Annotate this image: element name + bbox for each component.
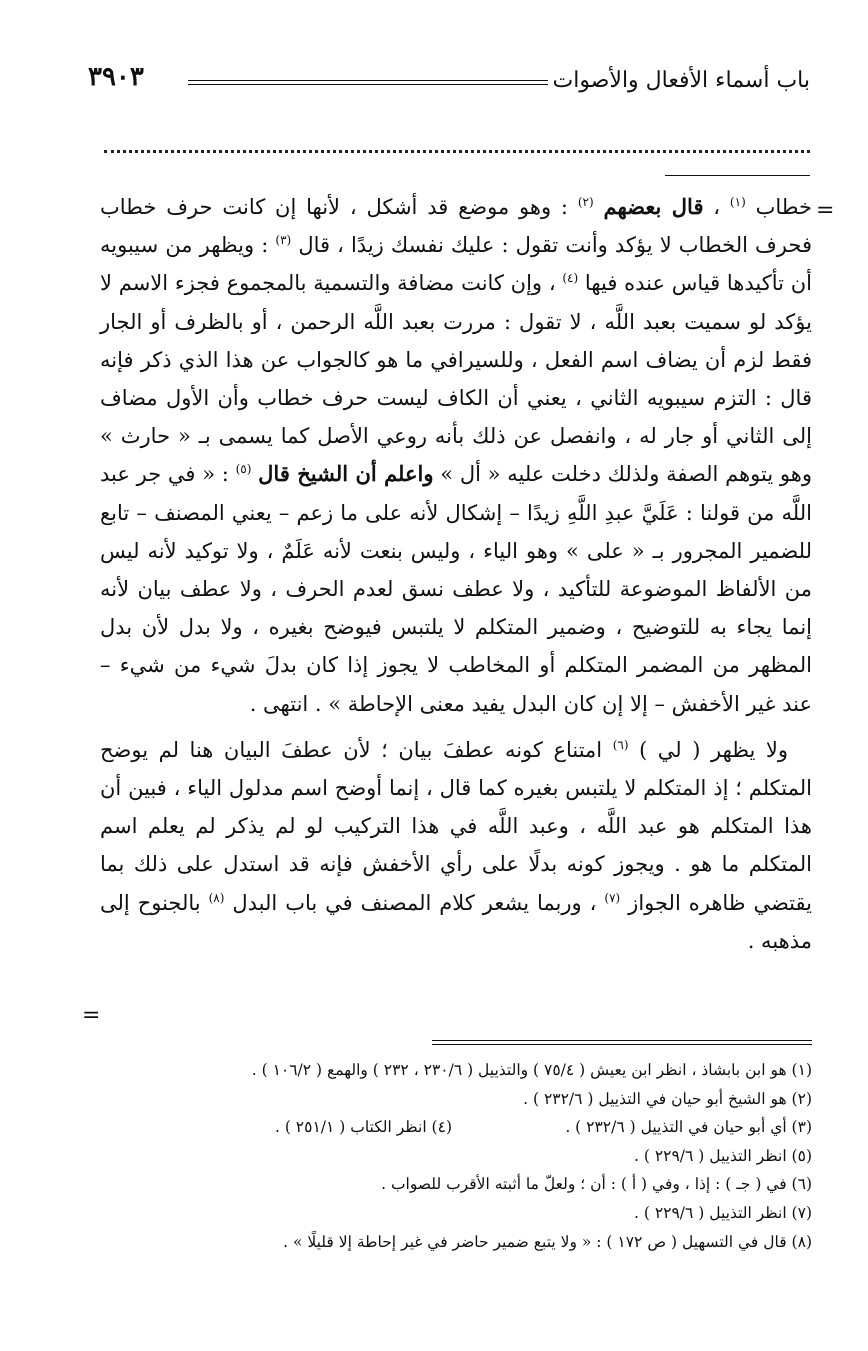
bold-run: واعلم أن الشيخ قال: [258, 461, 434, 487]
footnotes: [100, 1056, 812, 1256]
footnote-ref: (٨): [208, 890, 225, 905]
footnote-ref: (٤): [562, 271, 579, 286]
paragraph-1: [100, 188, 812, 723]
running-header: [88, 58, 810, 106]
main-text: [100, 188, 812, 960]
page-number: ٣٩٠٣: [88, 62, 144, 92]
footnote-ref: (١): [729, 195, 746, 209]
footnote-6: (٦) في ( جـ ) : إذا ، وفي ( أ ) : أن ؛ ولعلّ ما أثبته الأقرب للصواب .: [381, 1175, 812, 1194]
text-run: : « في جر عبد اللَّه من قولنا : عَلَيَّ عبدِ اللَّهِ زيدًا – إشكال لأنه على ما زعم – يعني المصنف – تابع للضمير المجرور بـ « على » وهو الياء ، وليس بنعت لأنه عَلَمٌ ، ولا توكيد لأنه ليس من الألفاظ الموضوعة للتأكيد ، ولا عطف نسق لعدم الحرف ، ولا عطف بيان لأنه إنما يجاء به للتوضيح ، وضمير المتكلم لا يلتبس فيوضح بغيره ، ولا بدل لأن بدل المظهر من المضمر المتكلم أو المخاطب لا يجوز إذا كان بدلَ شيء من شيء – عند غير الأخفش – إلا إن كان البدل يفيد معنى الإحاطة » . انتهى .: [100, 462, 812, 716]
footnote-ref: (٧): [604, 890, 621, 905]
footnote-ref: (٢): [577, 195, 594, 209]
footnote-ref: (٣): [275, 233, 292, 248]
text-run: ، وإن كانت مضافة والتسمية بالمجموع فجزء الاسم لا يؤكد لو سميت بعبد اللَّه ، لا تقول : مررت بعبد اللَّه الرحمن ، أو بالظرف أو الجار فقط لزم أن يضاف اسم الفعل ، وللسيرافي ما هو كالجواب عن هذا الذي ذكر فإنه قال : التزم سيبويه الثاني ، يعني أن الكاف ليست حرف خطاب وأن الأول مضاف إلى الثاني أو جار له ، وانفصل عن ذلك بأنه روعي الأصل كما يسمى بـ « حارث » وهو يتوهم الصفة ولذلك دخلت عليه « أل »: [100, 271, 812, 487]
footnote-7: (٧) انظر التذييل ( ٢٢٩/٦ ) .: [633, 1203, 812, 1222]
footnote-rule: [432, 1040, 812, 1045]
footnote-5: (٥) انظر التذييل ( ٢٢٩/٦ ) .: [633, 1146, 812, 1165]
footnote-3: (٣) أي أبو حيان في التذييل ( ٢٣٢/٦ ) .: [565, 1118, 812, 1137]
text-run: امتناع كونه عطفَ بيان ؛ لأن عطفَ البيان هنا لم يوضح المتكلم ؛ إذ المتكلم لا يلتبس بغيره كما قال ، إنما أوضح اسم مدلول الياء ، فبين أن هذا المتكلم هو عبد اللَّه ، وعبد اللَّه في هذا التركيب لو لم يذكر لم يعلم اسم المتكلم ما هو . ويجوز كونه بدلًا على رأي الأخفش فإنه قد استدل على ذلك بما يقتضي ظاهره الجواز: [100, 737, 812, 915]
footnote-1: (١) هو ابن بابشاذ ، انظر ابن يعيش ( ٧٥/٤ ) والتذييل ( ٢٣٠/٦ ، ٢٣٢ ) والهمع ( ١٠٦/٢ ) .: [251, 1061, 812, 1079]
continuation-mark-start: =: [816, 198, 835, 223]
text-run: خطاب: [755, 195, 812, 219]
footnote-2: (٢) هو الشيخ أبو حيان في التذييل ( ٢٣٢/٦ ) .: [523, 1089, 812, 1108]
bold-run: قال بعضهم: [603, 194, 704, 219]
continuation-mark-end: =: [82, 1003, 101, 1028]
chapter-title: باب أسماء الأفعال والأصوات: [552, 68, 810, 93]
text-run: ولا يظهر ( لي ): [639, 737, 788, 762]
header-rule: [188, 80, 548, 85]
footnote-8: (٨) قال في التسهيل ( ص ١٧٢ ) : « ولا يتبع ضمير حاضر في غير إحاطة إلا قليلًا » .: [283, 1232, 812, 1251]
footnote-4: (٤) انظر الكتاب ( ٢٥١/١ ) .: [274, 1118, 452, 1137]
text-run: بالجنوح إلى مذهبه .: [100, 890, 812, 953]
paragraph-2: [100, 731, 812, 960]
section-rule: [665, 175, 810, 176]
footnote-pair: [100, 1113, 812, 1142]
footnote-ref: (٦): [612, 737, 629, 752]
footnote-ref: (٥): [235, 462, 252, 477]
text-run: ، وربما يشعر كلام المصنف في باب البدل: [232, 890, 605, 915]
text-run: : ويظهر من سيبويه أن تأكيدها قياس عنده فيها: [100, 233, 812, 296]
text-run: : وهو موضع قد أشكل ، لأنها إن كانت حرف خطاب فحرف الخطاب لا يؤكد وأنت تقول : عليك نفسك زيدًا ، قال: [100, 195, 812, 258]
text-run: ،: [703, 195, 721, 219]
dotted-separator: [104, 136, 810, 153]
